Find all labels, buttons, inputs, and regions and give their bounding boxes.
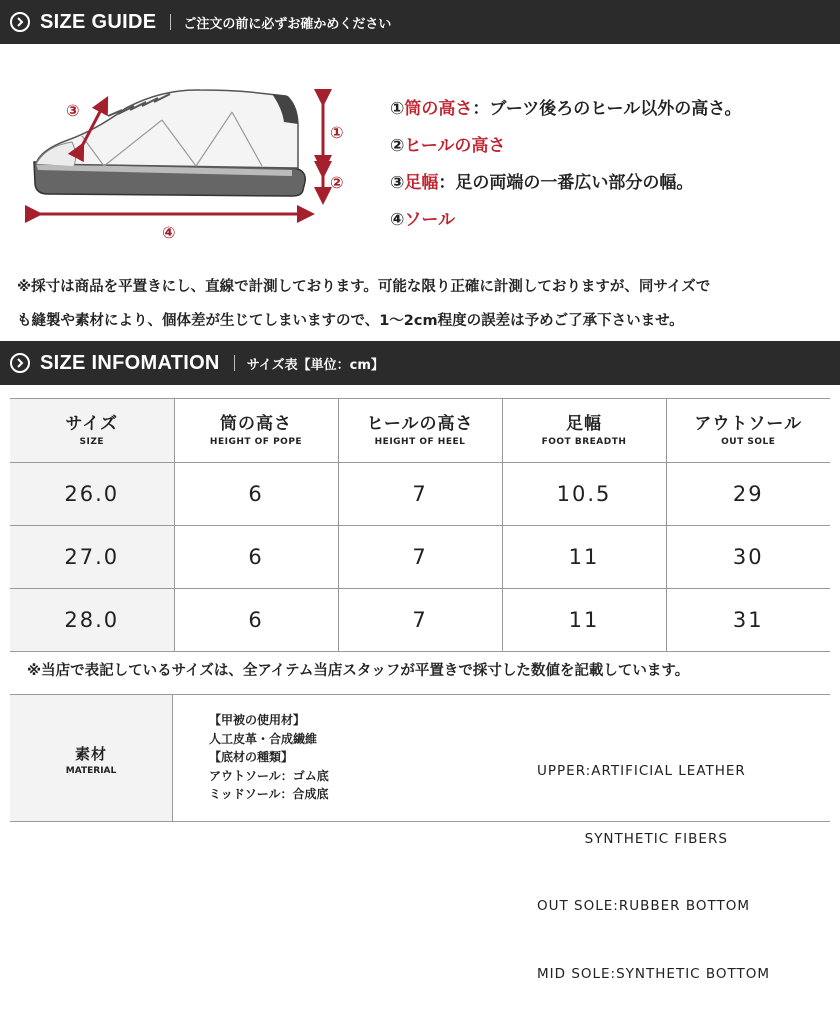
measurement-legend — [390, 96, 742, 244]
table-cell: 30 — [666, 526, 830, 589]
legend-description: ：ブーツ後ろのヒール以外の高さ。 — [472, 99, 742, 119]
legend-term: ヒールの高さ — [404, 136, 506, 156]
material-jp-line: アウトソール：ゴム底 — [209, 768, 329, 783]
size-guide-header — [0, 0, 840, 44]
diagram-marker-2: ② — [330, 173, 344, 192]
table-cell: 7 — [338, 526, 502, 589]
table-cell: 29 — [666, 463, 830, 526]
column-header-foot-breadth: 足幅 FOOT BREADTH — [502, 399, 666, 463]
header-divider — [234, 355, 235, 371]
legend-number: ④ — [390, 210, 405, 230]
size-info-title: SIZE INFOMATION — [40, 351, 220, 374]
table-cell: 26.0 — [10, 463, 174, 526]
table-cell: 27.0 — [10, 526, 174, 589]
table-row — [10, 526, 830, 589]
legend-description: ：足の両端の一番広い部分の幅。 — [438, 173, 694, 193]
shop-measurement-note: ※当店で表記しているサイズは、全アイテム当店スタッフが平置きで採寸した数値を記載しています。 — [27, 663, 690, 679]
material-jp-line: 人工皮革・合成繊維 — [209, 731, 318, 746]
table-cell: 31 — [666, 589, 830, 652]
material-jp-line: 【甲被の使用材】 — [209, 713, 306, 727]
table-cell: 6 — [174, 463, 338, 526]
size-guide-section — [0, 44, 840, 341]
size-guide-subtitle: ご注文の前に必ずお確かめください — [183, 16, 392, 32]
column-header-heel-height: ヒールの高さ HEIGHT OF HEEL — [338, 399, 502, 463]
size-guide-title: SIZE GUIDE — [40, 10, 157, 33]
table-cell: 7 — [338, 463, 502, 526]
material-en-list — [537, 715, 770, 1030]
size-info-subtitle: サイズ表【単位：cm】 — [246, 357, 384, 373]
legend-number: ② — [390, 136, 405, 156]
material-label-cell — [10, 695, 173, 821]
material-en-line: MID SOLE:SYNTHETIC BOTTOM — [537, 965, 771, 982]
table-row — [10, 463, 830, 526]
material-section — [10, 694, 830, 982]
legend-number: ③ — [390, 173, 405, 193]
column-header-out-sole: アウトソール OUT SOLE — [666, 399, 830, 463]
material-label-en: MATERIAL — [65, 766, 117, 776]
diagram-marker-4: ④ — [162, 223, 176, 242]
table-cell: 7 — [338, 589, 502, 652]
diagram-marker-1: ① — [330, 123, 344, 142]
legend-term: 筒の高さ — [404, 99, 473, 119]
table-cell: 28.0 — [10, 589, 174, 652]
diagram-marker-3: ③ — [66, 101, 80, 120]
measurement-note-line: ※採寸は商品を平置きにし、直線で計測しております。可能な限り正確に計測しておりますが、同サイズで — [17, 279, 711, 295]
column-header-size: サイズ SIZE — [10, 399, 174, 463]
legend-term: 足幅 — [404, 173, 439, 193]
material-jp-line: 【底材の種類】 — [209, 750, 294, 764]
legend-item — [390, 207, 742, 244]
size-info-header — [0, 341, 840, 385]
shoe-diagram — [22, 84, 362, 294]
legend-item — [390, 133, 742, 170]
legend-item — [390, 96, 742, 133]
legend-item — [390, 170, 742, 207]
chevron-right-icon — [10, 353, 30, 373]
table-header-row — [10, 399, 830, 463]
material-en-line: SYNTHETIC FIBERS — [537, 830, 728, 847]
legend-number: ① — [390, 99, 405, 119]
material-label: 素材 — [74, 745, 107, 763]
table-cell: 10.5 — [502, 463, 666, 526]
measurement-note-line: も縫製や素材により、個体差が生じてしまいますので、1〜2cm程度の誤差は予めご了承下さいませ。 — [17, 313, 684, 329]
material-jp-list — [209, 711, 329, 804]
column-header-pope-height: 筒の高さ HEIGHT OF POPE — [174, 399, 338, 463]
table-cell: 11 — [502, 526, 666, 589]
header-divider — [170, 14, 171, 30]
size-table — [10, 398, 830, 652]
material-en-line: OUT SOLE:RUBBER BOTTOM — [537, 898, 751, 914]
chevron-right-icon — [10, 12, 30, 32]
table-cell: 11 — [502, 589, 666, 652]
table-row — [10, 589, 830, 652]
material-en-line: UPPER:ARTIFICIAL LEATHER — [537, 763, 746, 779]
measurement-note — [17, 270, 832, 338]
table-cell: 6 — [174, 589, 338, 652]
legend-term: ソール — [404, 210, 456, 230]
table-cell: 6 — [174, 526, 338, 589]
material-jp-line: ミッドソール：合成底 — [209, 787, 329, 801]
sneaker-illustration — [22, 84, 362, 294]
